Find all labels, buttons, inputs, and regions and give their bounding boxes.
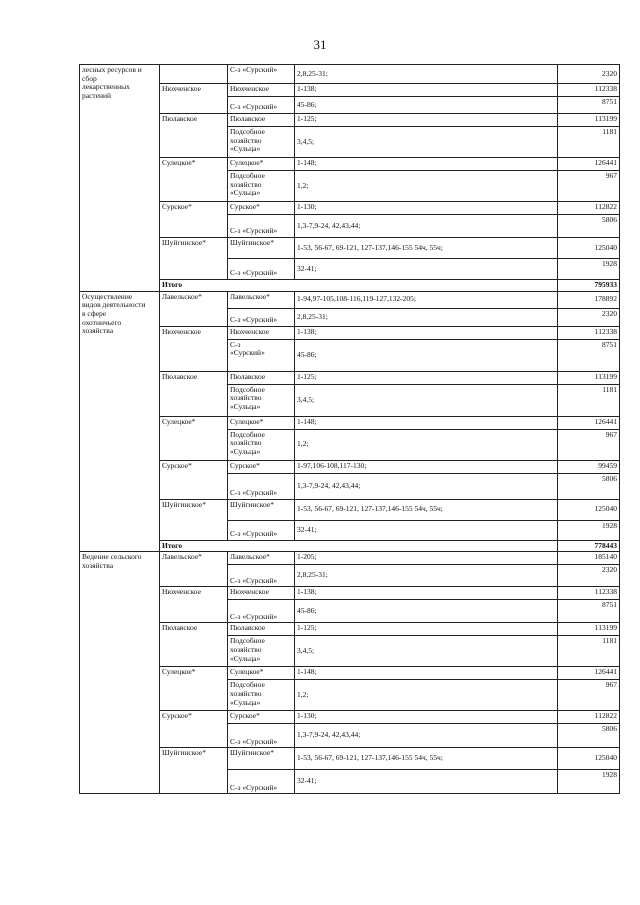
forestry-cell: С-з «Сурский» bbox=[228, 308, 295, 326]
area-cell: 5806 bbox=[558, 473, 620, 499]
forestry-cell: Подсобное хозяйство «Сульца» bbox=[228, 171, 295, 202]
area-cell: 2320 bbox=[558, 565, 620, 587]
quarters-cell: 45-86; bbox=[295, 97, 558, 114]
area-cell: 112338 bbox=[558, 326, 620, 339]
table-row bbox=[80, 326, 620, 339]
district-cell: Нюхченское bbox=[160, 326, 228, 371]
table-row bbox=[80, 460, 620, 473]
table-row bbox=[80, 711, 620, 724]
quarters-cell: 1-125; bbox=[295, 371, 558, 384]
forestry-cell: С-з «Сурский» bbox=[228, 770, 295, 794]
area-cell: 1181 bbox=[558, 127, 620, 158]
area-cell: 125040 bbox=[558, 238, 620, 259]
forestry-cell: С-з «Сурский» bbox=[228, 97, 295, 114]
total-value: 778443 bbox=[558, 540, 620, 552]
district-cell: Нюхченское bbox=[160, 587, 228, 623]
quarters-cell: 1-53, 56-67, 69-121, 127-137,146-155 54ч, 55ч; bbox=[295, 238, 558, 259]
quarters-cell: 32-41; bbox=[295, 259, 558, 280]
table-row bbox=[80, 84, 620, 97]
area-cell: 126441 bbox=[558, 158, 620, 171]
district-cell: Лавельское* bbox=[160, 291, 228, 326]
forestry-cell: Подсобное хозяйство «Сульца» bbox=[228, 636, 295, 667]
district-cell: Сурское* bbox=[160, 202, 228, 238]
quarters-cell: 3,4,5; bbox=[295, 127, 558, 158]
quarters-cell: 1-205; bbox=[295, 552, 558, 565]
area-cell: 1181 bbox=[558, 636, 620, 667]
quarters-cell: 1-148; bbox=[295, 416, 558, 429]
district-cell: Пюлавское bbox=[160, 371, 228, 416]
area-cell: 112822 bbox=[558, 202, 620, 215]
district-cell: Сулецкое* bbox=[160, 667, 228, 711]
quarters-cell: 1-138; bbox=[295, 326, 558, 339]
total-value: 795933 bbox=[558, 280, 620, 292]
district-cell: Сулецкое* bbox=[160, 416, 228, 460]
area-cell: 967 bbox=[558, 680, 620, 711]
district-cell: Сулецкое* bbox=[160, 158, 228, 202]
table-row bbox=[80, 748, 620, 770]
table-row bbox=[80, 114, 620, 127]
quarters-cell: 1-53, 56-67, 69-121, 127-137,146-155 54ч, 55ч; bbox=[295, 499, 558, 520]
forestry-cell: С-з «Сурский» bbox=[228, 339, 295, 371]
area-cell: 1928 bbox=[558, 770, 620, 794]
forestry-cell: С-з «Сурский» bbox=[228, 600, 295, 623]
district-cell: Пюлавское bbox=[160, 623, 228, 667]
area-cell: 5806 bbox=[558, 724, 620, 748]
area-cell: 113199 bbox=[558, 114, 620, 127]
forestry-cell: Шуйгинское* bbox=[228, 238, 295, 259]
table-row bbox=[80, 158, 620, 171]
table-row bbox=[80, 667, 620, 680]
quarters-cell: 1-148; bbox=[295, 158, 558, 171]
area-cell: 8751 bbox=[558, 339, 620, 371]
area-cell: 2320 bbox=[558, 65, 620, 84]
area-cell: 99459 bbox=[558, 460, 620, 473]
forestry-cell: Сулецкое* bbox=[228, 667, 295, 680]
quarters-cell: 3,4,5; bbox=[295, 636, 558, 667]
quarters-cell: 1-125; bbox=[295, 114, 558, 127]
forestry-cell: Нюхченское bbox=[228, 84, 295, 97]
area-cell: 185140 bbox=[558, 552, 620, 565]
area-cell: 967 bbox=[558, 429, 620, 460]
quarters-cell: 3,4,5; bbox=[295, 384, 558, 416]
district-cell: Лавельское* bbox=[160, 552, 228, 587]
forestry-cell: Подсобное хозяйство «Сульца» bbox=[228, 429, 295, 460]
quarters-cell: 2,8,25-31; bbox=[295, 308, 558, 326]
area-cell: 112822 bbox=[558, 711, 620, 724]
total-row bbox=[80, 280, 620, 292]
quarters-cell: 1,2; bbox=[295, 429, 558, 460]
quarters-cell: 1,3-7,9-24, 42,43,44; bbox=[295, 215, 558, 238]
table-row bbox=[80, 238, 620, 259]
forestry-cell: Подсобное хозяйство «Сульца» bbox=[228, 680, 295, 711]
total-label: Итого bbox=[160, 540, 558, 552]
forestry-cell: Пюлавское bbox=[228, 114, 295, 127]
forestry-cell: Шуйгинское* bbox=[228, 748, 295, 770]
activity-cell: Ведение сельского хозяйства bbox=[80, 552, 160, 794]
quarters-cell: 1-148; bbox=[295, 667, 558, 680]
table-row bbox=[80, 291, 620, 308]
quarters-cell: 1-94,97-105,108-116,119-127,132-205; bbox=[295, 291, 558, 308]
quarters-cell: 1-138; bbox=[295, 587, 558, 600]
forestry-cell: С-з «Сурский» bbox=[228, 724, 295, 748]
area-cell: 178892 bbox=[558, 291, 620, 308]
forestry-cell: Сурское* bbox=[228, 711, 295, 724]
quarters-cell: 45-86; bbox=[295, 339, 558, 371]
area-cell: 126441 bbox=[558, 416, 620, 429]
quarters-cell: 1-125; bbox=[295, 623, 558, 636]
forest-use-table bbox=[79, 64, 620, 794]
area-cell: 5806 bbox=[558, 215, 620, 238]
table-row bbox=[80, 552, 620, 565]
table-row bbox=[80, 65, 620, 84]
area-cell: 112338 bbox=[558, 84, 620, 97]
activity-cell: Осуществление видов деятельности в сфере охотничьего хозяйства bbox=[80, 291, 160, 552]
total-row bbox=[80, 540, 620, 552]
forestry-cell: Нюхченское bbox=[228, 587, 295, 600]
quarters-cell: 32-41; bbox=[295, 770, 558, 794]
forestry-cell: С-з «Сурский» bbox=[228, 520, 295, 540]
area-cell: 125040 bbox=[558, 499, 620, 520]
district-cell: Шуйгинское* bbox=[160, 499, 228, 540]
area-cell: 113199 bbox=[558, 623, 620, 636]
district-cell: Сурское* bbox=[160, 711, 228, 748]
forestry-cell: С-з «Сурский» bbox=[228, 473, 295, 499]
forestry-cell: Шуйгинское* bbox=[228, 499, 295, 520]
area-cell: 1928 bbox=[558, 520, 620, 540]
forestry-cell: Нюхченское bbox=[228, 326, 295, 339]
forestry-cell: Пюлавское bbox=[228, 371, 295, 384]
area-cell: 125040 bbox=[558, 748, 620, 770]
table-row bbox=[80, 587, 620, 600]
forestry-cell: С-з «Сурский» bbox=[228, 215, 295, 238]
forestry-cell: С-з «Сурский» bbox=[228, 259, 295, 280]
district-cell: Шуйгинское* bbox=[160, 238, 228, 280]
forestry-cell: С-з «Сурский» bbox=[228, 565, 295, 587]
total-label: Итого bbox=[160, 280, 558, 292]
forestry-cell: С-з «Сурский» bbox=[228, 65, 295, 84]
table-row bbox=[80, 371, 620, 384]
area-cell: 967 bbox=[558, 171, 620, 202]
area-cell: 113199 bbox=[558, 371, 620, 384]
area-cell: 8751 bbox=[558, 97, 620, 114]
area-cell: 8751 bbox=[558, 600, 620, 623]
quarters-cell: 45-86; bbox=[295, 600, 558, 623]
district-cell: Шуйгинское* bbox=[160, 748, 228, 794]
area-cell: 112338 bbox=[558, 587, 620, 600]
forestry-cell: Сулецкое* bbox=[228, 416, 295, 429]
forestry-cell: Подсобное хозяйство «Сульца» bbox=[228, 384, 295, 416]
quarters-cell: 1-97,106-108,117-130; bbox=[295, 460, 558, 473]
quarters-cell: 2,8,25-31; bbox=[295, 565, 558, 587]
activity-cell: лесных ресурсов и сбор лекарственных растений bbox=[80, 65, 160, 292]
forestry-cell: Лавельское* bbox=[228, 552, 295, 565]
area-cell: 2320 bbox=[558, 308, 620, 326]
quarters-cell: 1,2; bbox=[295, 171, 558, 202]
forestry-cell: Подсобное хозяйство «Сульца» bbox=[228, 127, 295, 158]
forestry-cell: Сулецкое* bbox=[228, 158, 295, 171]
area-cell: 1928 bbox=[558, 259, 620, 280]
district-cell: Пюлавское bbox=[160, 114, 228, 158]
quarters-cell: 1,3-7,9-24, 42,43,44; bbox=[295, 473, 558, 499]
district-cell bbox=[160, 65, 228, 84]
page-number: 31 bbox=[313, 37, 327, 52]
quarters-cell: 1,3-7,9-24, 42,43,44; bbox=[295, 724, 558, 748]
quarters-cell: 1-130; bbox=[295, 202, 558, 215]
quarters-cell: 2,8,25-31; bbox=[295, 65, 558, 84]
quarters-cell: 32-41; bbox=[295, 520, 558, 540]
quarters-cell: 1-53, 56-67, 69-121, 127-137,146-155 54ч, 55ч; bbox=[295, 748, 558, 770]
table-row bbox=[80, 623, 620, 636]
table-row bbox=[80, 416, 620, 429]
table-row bbox=[80, 499, 620, 520]
forestry-cell: Сурское* bbox=[228, 460, 295, 473]
district-cell: Нюхченское bbox=[160, 84, 228, 114]
area-cell: 1181 bbox=[558, 384, 620, 416]
district-cell: Сурское* bbox=[160, 460, 228, 499]
quarters-cell: 1-138; bbox=[295, 84, 558, 97]
forestry-cell: Лавельское* bbox=[228, 291, 295, 308]
forestry-cell: Пюлавское bbox=[228, 623, 295, 636]
table-row bbox=[80, 202, 620, 215]
area-cell: 126441 bbox=[558, 667, 620, 680]
forestry-cell: Сурское* bbox=[228, 202, 295, 215]
quarters-cell: 1,2; bbox=[295, 680, 558, 711]
quarters-cell: 1-130; bbox=[295, 711, 558, 724]
